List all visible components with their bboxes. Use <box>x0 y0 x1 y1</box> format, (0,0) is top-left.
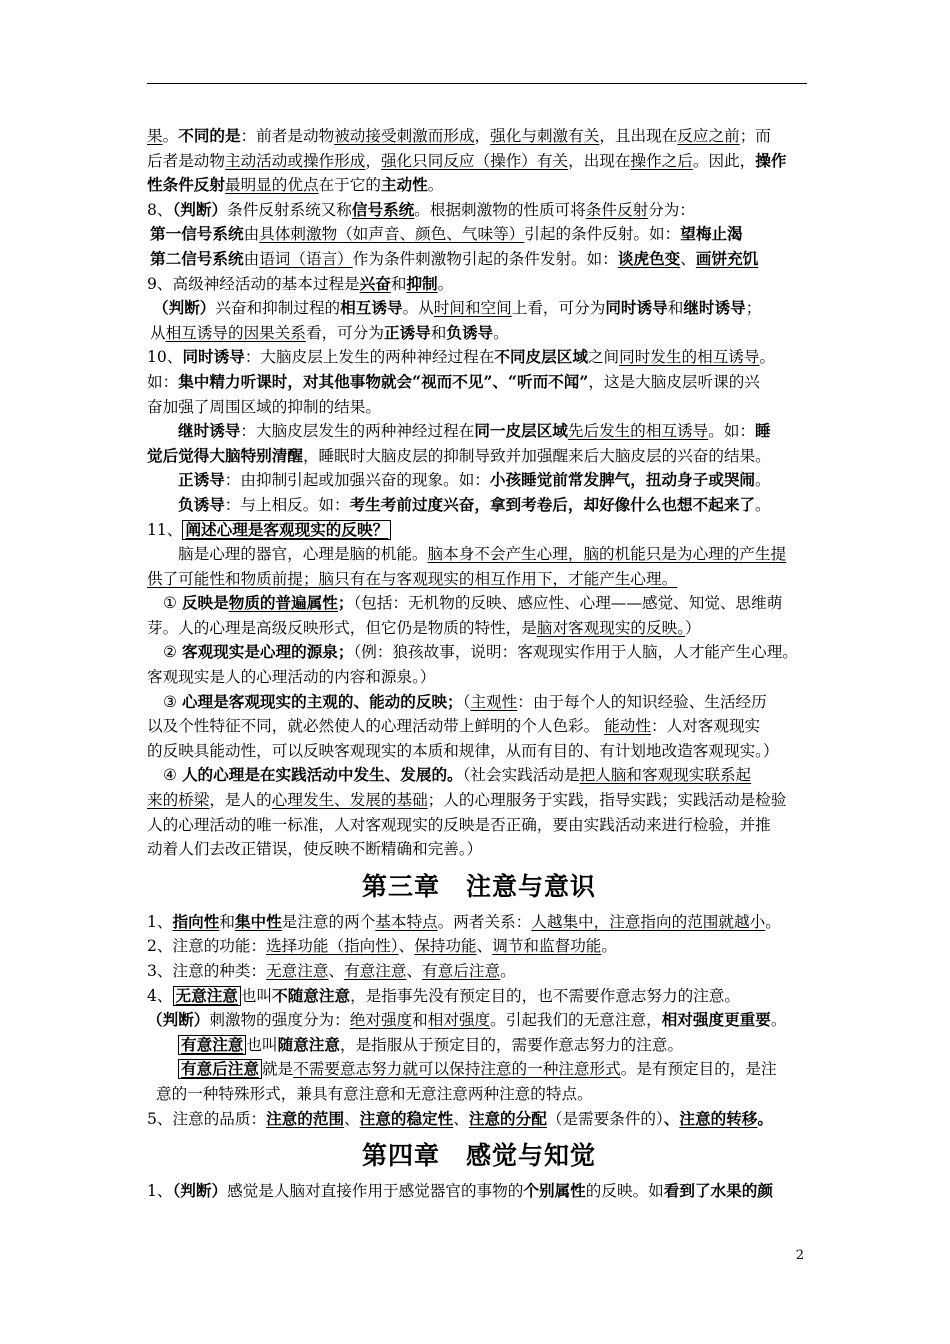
underlined-term: 时间和空间 <box>433 299 512 318</box>
bold-term: 继时诱导 <box>683 298 746 318</box>
text-run: 和 <box>430 323 447 342</box>
bold-term: ； <box>337 593 354 613</box>
text-run: 。 <box>437 274 454 293</box>
bold-term: （判断） <box>153 298 216 318</box>
chapter-number: 第四章 <box>361 1141 440 1171</box>
text-run: ，这是大脑皮层听课的兴 <box>588 372 760 391</box>
text-run: ，是人的 <box>209 791 272 810</box>
bold-term: （判断） <box>147 1010 210 1030</box>
text-run: 。 <box>500 962 516 980</box>
chapter-title: 注意与意识 <box>466 871 597 901</box>
text-run: ， <box>474 127 491 145</box>
text-run: ：由于每个人的知识经验、生活经历 <box>517 692 767 711</box>
text-line <box>147 934 811 959</box>
text-run: ，且出现在 <box>599 127 678 145</box>
text-line <box>147 124 811 149</box>
text-run: 人的心理活动的唯一标准，人对客观现实的反映是否正确，要由实践活动来进行检验，并推 <box>147 815 771 834</box>
bold-term: 继时诱导 <box>178 421 241 441</box>
bold-term: 注意的转移 <box>679 1108 758 1128</box>
text-line <box>147 419 811 444</box>
text-run: 。 <box>755 495 771 514</box>
page-number: 2 <box>795 1248 804 1263</box>
underlined-term: 基本特点 <box>375 912 438 931</box>
text-run: ） <box>685 618 701 637</box>
underlined-term: 把人脑和客观现实联系起 <box>579 766 752 785</box>
text-run: 。 <box>765 912 781 931</box>
underlined-term: 果 <box>147 127 163 145</box>
text-run: （例：狼孩故事，说明：客观现实作用于人脑，人才能产生心理。 <box>353 643 798 662</box>
underlined-term: 最明显的优点 <box>224 176 319 195</box>
bold-term: 性条件反射 <box>147 175 225 195</box>
text-run: 1、 <box>147 1182 173 1201</box>
underlined-term: 主动活动或操作形成 <box>224 151 366 170</box>
text-line <box>147 173 811 198</box>
text-run: 。从 <box>402 299 434 318</box>
text-run: ：由抑制引起或加强兴奋的现象。如： <box>224 471 490 490</box>
text-line <box>147 763 811 788</box>
text-run: 后者是动物 <box>147 151 225 170</box>
document-body <box>147 124 811 1204</box>
bold-term: 负诱导 <box>178 494 225 514</box>
text-line <box>147 616 811 641</box>
text-line <box>147 640 811 665</box>
bold-term: 看到了水果的颜 <box>663 1181 773 1201</box>
chapter-heading <box>147 1139 811 1173</box>
text-run: 、 <box>476 937 493 956</box>
text-line <box>147 395 811 420</box>
text-run: 。 <box>770 1011 787 1030</box>
text-line <box>147 910 811 935</box>
text-run: 的反映具能动性，可以反映客观现实的本质和规律，从而有目的、有计划地改造客观现实。） <box>147 741 779 760</box>
text-run: 之间 <box>587 348 620 367</box>
text-line <box>147 984 811 1009</box>
text-run: 3、注意的种类： <box>147 962 267 980</box>
text-line <box>147 542 811 567</box>
text-run: 5、注意的品质： <box>147 1109 267 1128</box>
underlined-term: 操作之后 <box>630 151 693 170</box>
text-run: 和 <box>412 1011 428 1030</box>
text-run: 的反映。如 <box>585 1182 664 1201</box>
underlined-term: 人越集中，注意指向的范围就越小 <box>531 912 766 931</box>
chapter-heading <box>147 870 811 904</box>
underlined-term: 脑对客观现实的反映。 <box>536 618 685 637</box>
text-run: ， <box>365 151 381 170</box>
text-run: 和 <box>667 299 684 318</box>
bold-term: 同时诱导 <box>605 298 668 318</box>
text-run: ① <box>163 594 182 613</box>
text-run: 由 <box>243 225 260 244</box>
underlined-term: 强化只同反应（操作）有关 <box>380 151 569 170</box>
bold-term: 相对强度更重要 <box>661 1010 771 1030</box>
text-run: 客观现实是人的心理活动的内容和源泉。） <box>147 668 436 687</box>
text-run: 奋加强了周围区域的抑制的结果。 <box>147 397 381 416</box>
underlined-term: 相对强度 <box>427 1011 491 1030</box>
text-run: ：人对客观现实 <box>650 717 761 736</box>
text-run: 、 <box>344 1109 360 1128</box>
chapter-title: 感觉与知觉 <box>466 1141 597 1171</box>
underlined-term: 语词（语言） <box>259 249 353 268</box>
text-run: 。 <box>759 348 776 367</box>
bold-term: 反映是 <box>181 593 229 613</box>
bold-term: 心理是客观现实的主观的、能动的反映； <box>181 691 463 711</box>
bold-term: 兴奋 <box>359 273 391 293</box>
bold-term: 考生考前过度兴奋，拿到考卷后，却好像什么也想不起来了 <box>349 494 756 514</box>
text-line <box>147 493 811 518</box>
text-line <box>147 1082 811 1107</box>
text-run: 也叫 <box>240 986 273 1005</box>
text-run: 作为条件刺激物引起的条件发射。如： <box>352 249 618 268</box>
bold-term: 负诱导 <box>446 322 494 342</box>
underlined-term: 保持功能 <box>414 937 477 956</box>
bold-term: 睡 <box>755 421 771 441</box>
bold-term: 指向性 <box>172 911 220 931</box>
text-run: （社会实践活动是 <box>462 766 580 785</box>
bold-term: 主动性 <box>380 175 428 195</box>
text-line <box>147 345 811 370</box>
underlined-term: 心理发生、发展的基础 <box>271 791 428 810</box>
bold-term: 同一皮层区域 <box>474 421 568 441</box>
text-line <box>147 370 811 395</box>
text-run: 在于它的 <box>318 176 381 195</box>
bold-term: 信号系统 <box>351 199 415 219</box>
bold-term: 望梅止渴 <box>680 224 743 244</box>
text-line <box>147 321 811 346</box>
bold-term: 正诱导 <box>383 322 431 342</box>
text-run: ：大脑皮层上发生的两种神经过程在 <box>244 348 495 367</box>
text-run: ④ <box>163 766 182 785</box>
text-line <box>147 296 811 321</box>
text-run: 。 <box>162 127 179 145</box>
bold-term: 不同皮层区域 <box>494 347 588 367</box>
text-line <box>147 1057 811 1082</box>
text-run: 动着人们去改正错误，使反映不断精确和完善。） <box>147 840 483 859</box>
bold-term: 小孩睡觉前常发脾气，扭动身子或哭闹 <box>489 470 756 490</box>
underlined-term: 不需要意志努力就可以保持注意的一种注意形式 <box>293 1060 621 1079</box>
text-line <box>147 1008 811 1033</box>
text-run: （包括：无机物的反映、感应性、心理——感觉、知觉、思维萌 <box>353 594 783 613</box>
text-run: （是需要条件的） <box>546 1109 664 1128</box>
text-line <box>147 591 811 616</box>
text-run: ：前者是动物 <box>240 127 335 145</box>
text-run: ：与上相反。如： <box>224 495 350 514</box>
text-run: 芽。人的心理是高级反映形式，但它仍是物质的特性，是 <box>147 618 537 637</box>
text-run: ，是指事先没有预定目的，也不需要作意志努力的注意。 <box>350 986 740 1005</box>
bold-term: 不随意注意 <box>272 985 351 1005</box>
text-run: 1、 <box>147 912 173 931</box>
text-run: 看，可分为 <box>305 323 384 342</box>
text-run: 。 <box>601 937 618 956</box>
bold-term: 注意的范围 <box>266 1108 345 1128</box>
text-line <box>147 518 811 543</box>
text-run: 。因此， <box>692 151 756 170</box>
text-run: 。 <box>755 471 771 490</box>
boxed-term: 无意注意 <box>175 985 238 1005</box>
underlined-term: 主观性 <box>470 692 518 711</box>
text-run: 、 <box>398 937 415 956</box>
underlined-term: 强化与刺激有关 <box>490 127 600 145</box>
text-run: 刺激物的强度分为： <box>209 1011 350 1030</box>
bold-term: 操作 <box>755 150 787 170</box>
text-run: 引起的条件反射。如： <box>524 225 681 244</box>
text-run: 上看，可分为 <box>511 299 606 318</box>
underlined-term: 脑本身不会产生心理，脑的机能只是为心理的产生提 <box>427 545 787 564</box>
underlined-term: 绝对强度 <box>349 1011 413 1030</box>
text-line <box>147 468 811 493</box>
underlined-term: 被动接受刺激而形成 <box>334 127 475 145</box>
text-run: 。引起我们的无意注意， <box>490 1011 662 1030</box>
bold-term: 随意注意 <box>277 1034 340 1054</box>
text-run: 、 <box>453 1109 469 1128</box>
text-run: 以及个性特征不同，就必然使人的心理活动带上鲜明的个人色彩。 <box>147 717 605 736</box>
boxed-term: 有意注意 <box>181 1034 244 1054</box>
text-run: 和 <box>219 912 235 931</box>
text-run: 也叫 <box>246 1035 278 1054</box>
text-line <box>147 1107 811 1132</box>
text-line <box>147 788 811 813</box>
chapter-number: 第三章 <box>361 871 440 901</box>
bold-term: 谈虎色变 <box>617 248 681 268</box>
text-run: ；人的心理服务于实践，指导实践；实践活动是检验 <box>427 791 787 810</box>
text-run: 由 <box>243 249 260 268</box>
text-run: 。两者关系： <box>437 912 532 931</box>
text-line <box>147 247 811 272</box>
text-run: 9、高级神经活动的基本过程是 <box>147 274 360 293</box>
text-run: ，出现在 <box>568 151 631 170</box>
text-run: 是注意的两个 <box>281 912 376 931</box>
underlined-term: 条件反射 <box>585 200 649 219</box>
bold-term: 物质的普遍属性 <box>228 593 338 613</box>
text-run: 条件反射系统又称 <box>227 200 352 219</box>
underlined-term: 具体刺激物（如声音、颜色、气味等） <box>259 225 525 244</box>
boxed-term: 有意后注意 <box>181 1059 259 1079</box>
text-run: ③ <box>163 692 182 711</box>
underlined-term: 反应之前 <box>677 127 740 145</box>
text-run: 。 <box>427 176 444 195</box>
text-line <box>147 567 811 592</box>
bold-term: 人的心理是在实践活动中发生、发展的。 <box>181 765 463 785</box>
bold-term: 画饼充饥 <box>695 248 759 268</box>
text-run: 如： <box>147 372 179 391</box>
bold-term: 第二信号系统 <box>150 248 244 268</box>
underlined-term: 调节和监督功能 <box>492 937 602 956</box>
text-line <box>147 714 811 739</box>
underlined-term: 有意注意 <box>344 962 407 980</box>
underlined-term: 同时发生的相互诱导 <box>619 348 760 367</box>
underlined-term: 相互诱导的因果关系 <box>165 323 306 342</box>
text-run: 和 <box>390 274 407 293</box>
text-line <box>147 690 811 715</box>
bold-term: 觉后觉得大脑特别清醒 <box>147 445 303 465</box>
bold-term: 个别属性 <box>523 1181 586 1201</box>
boxed-term: 阐述心理是客观现实的反映？ <box>185 519 389 539</box>
text-run: ； <box>745 299 762 318</box>
underlined-term: 供了可能性和物质前提；脑只有在与客观现实的相互作用下，才能产生心理。 <box>147 569 678 588</box>
text-run: 分为： <box>648 200 695 219</box>
text-run: 感觉是人脑对直接作用于感觉器官的事物的 <box>227 1182 524 1201</box>
bold-term: 不同的是 <box>178 126 241 145</box>
text-line <box>147 959 811 984</box>
text-run: 2、注意的功能： <box>147 937 267 956</box>
underlined-term: 来的桥梁 <box>147 791 210 810</box>
bold-term: （判断） <box>172 1181 228 1201</box>
underlined-term: 先后发生的相互诱导 <box>567 422 709 441</box>
text-run: 意的一种特殊形式，兼具有意注意和无意注意两种注意的特点。 <box>156 1084 593 1103</box>
bold-term: （判断） <box>172 199 228 219</box>
text-run: 就是 <box>261 1060 294 1079</box>
text-run: ；而 <box>739 127 771 145</box>
bold-term: 正诱导 <box>178 470 225 490</box>
bold-term: 注意的稳定性 <box>359 1108 454 1128</box>
text-run: ：大脑皮层发生的两种神经过程在 <box>240 422 475 441</box>
text-run: 。根据刺激物的性质可将 <box>414 200 586 219</box>
text-run: 4、 <box>147 986 173 1005</box>
text-run: 脑是心理的器官，心理是脑的机能。 <box>178 545 428 564</box>
bold-term: 抑制 <box>406 273 438 293</box>
text-run: 8、 <box>147 200 173 219</box>
text-run: 从 <box>150 323 166 342</box>
text-run: （ <box>462 692 471 711</box>
text-line <box>147 149 811 174</box>
text-line <box>147 198 811 223</box>
bold-term: 、 <box>663 1108 680 1128</box>
text-line <box>147 1033 811 1058</box>
text-run: 。是有预定目的，是注 <box>620 1060 777 1079</box>
text-line <box>147 444 811 469</box>
bold-term: 客观现实是心理的源泉； <box>181 642 354 662</box>
text-run: 、 <box>680 249 696 268</box>
underlined-term: 无意注意 <box>266 962 329 980</box>
text-line <box>147 1179 811 1204</box>
text-run: ，是指服从于预定目的，需要作意志努力的注意。 <box>339 1035 684 1054</box>
bold-term: 同时诱导 <box>182 347 245 367</box>
bold-term: 集中精力听课时，对其他事物就会“视而不见”、“听而不闻” <box>178 371 589 391</box>
underlined-term: 有意后注意 <box>422 962 501 980</box>
underlined-term: 能动性 <box>604 717 651 736</box>
text-run: 11、 <box>147 520 183 539</box>
text-run: 、 <box>406 962 423 980</box>
text-run: 。如： <box>708 422 756 441</box>
bold-term: 注意的分配 <box>468 1108 547 1128</box>
text-line <box>147 837 811 862</box>
bold-term: 相互诱导 <box>340 298 403 318</box>
text-line <box>147 739 811 764</box>
bold-term: 集中性 <box>234 911 282 931</box>
text-line <box>147 813 811 838</box>
text-line <box>147 222 811 247</box>
text-run: ② <box>163 643 182 662</box>
text-run: ，睡眠时大脑皮层的抑制导致并加强醒来后大脑皮层的兴奋的结果。 <box>302 446 771 465</box>
header-rule <box>147 83 807 84</box>
bold-term: 第一信号系统 <box>150 224 244 244</box>
bold-term: 。 <box>757 1108 773 1128</box>
text-line <box>147 665 811 690</box>
text-run: 、 <box>328 962 345 980</box>
text-run: 兴奋和抑制过程的 <box>215 299 341 318</box>
text-run: 。 <box>493 323 509 342</box>
text-line <box>147 272 811 297</box>
underlined-term: 选择功能（指向性） <box>266 937 399 956</box>
text-run: 10、 <box>147 348 183 367</box>
